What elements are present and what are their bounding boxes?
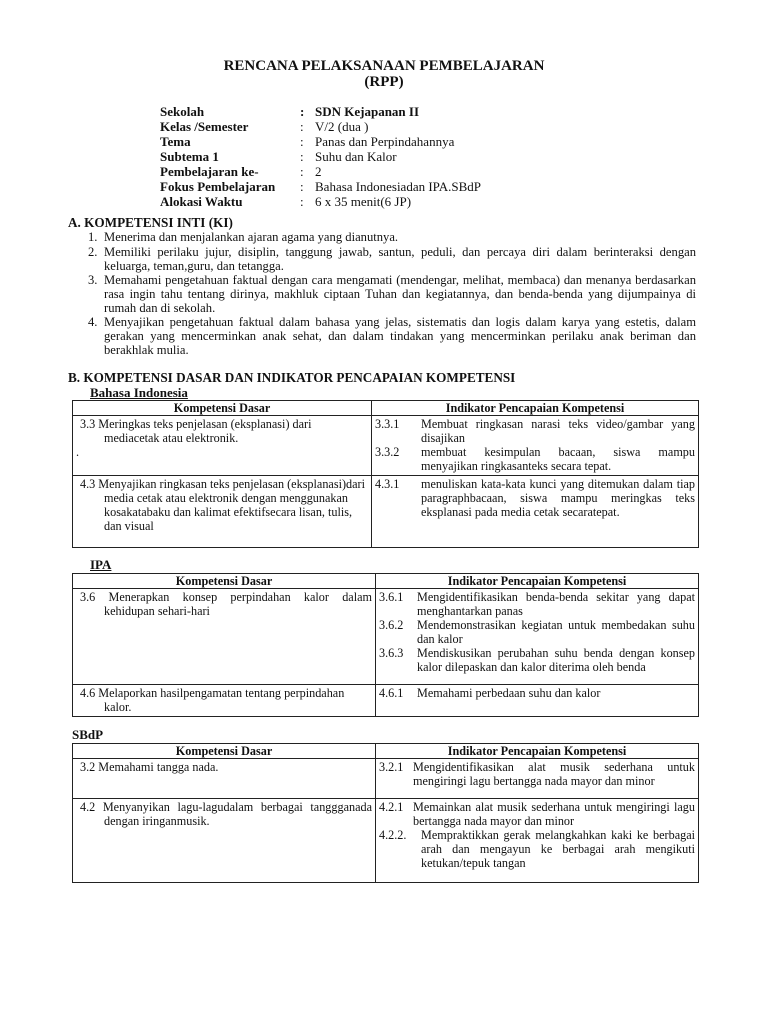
indicator-cell xyxy=(376,589,699,685)
identity-value: Suhu dan Kalor xyxy=(315,149,397,164)
indicator-entry xyxy=(375,417,695,445)
indicator-cell xyxy=(376,685,699,717)
column-header-kd: Kompetensi Dasar xyxy=(73,574,376,589)
table-row xyxy=(73,416,699,476)
indicator-code: 4.6.1 xyxy=(379,686,404,700)
column-header-indikator: Indikator Pencapaian Kompetensi xyxy=(376,744,699,759)
ki-text: Menyajikan pengetahuan faktual dalam bahasa yang jelas, sistematis dan logis dalam karya yang estetis, dalam gerakan yang mencerminkan anak sehat, dan dalam tindakan yang mencerminkan perilaku anak beriman dan berakhlak mulia. xyxy=(104,315,696,357)
indicator-code: 3.3.1 xyxy=(375,417,400,431)
document-subtitle: (RPP) xyxy=(364,74,404,90)
identity-colon: : xyxy=(300,134,304,149)
subject-bahasa-indonesia: Bahasa Indonesia xyxy=(90,385,188,400)
column-header-indikator: Indikator Pencapaian Kompetensi xyxy=(372,401,699,416)
section-b-heading: B. KOMPETENSI DASAR DAN INDIKATOR PENCAPAIAN KOMPETENSI xyxy=(68,370,516,385)
indicator-cell xyxy=(372,476,699,548)
kd-text: 4.3 Menyajikan ringkasan teks penjelasan (eksplanasi)dari media cetak atau elektronik dengan menggunakan kosakatabaku dan kalimat efektifsecara lisan, tulis, dan visual xyxy=(80,477,365,533)
kd-cell xyxy=(73,416,372,476)
identity-value: Panas dan Perpindahannya xyxy=(315,134,455,149)
indicator-cell xyxy=(376,799,699,883)
identity-value: 6 x 35 menit(6 JP) xyxy=(315,194,412,209)
kd-text: 3.2 Memahami tangga nada. xyxy=(80,760,219,774)
indicator-code: 4.2.1 xyxy=(379,800,404,814)
ki-item xyxy=(88,273,696,315)
ki-text: Menerima dan menjalankan ajaran agama yang dianutnya. xyxy=(104,230,399,244)
indicator-entry xyxy=(379,686,695,700)
indicator-text: Mengidentifikasikan benda-benda sekitar yang dapat menghantarkan panas xyxy=(417,590,695,618)
identity-label: Kelas /Semester xyxy=(160,119,249,134)
indicator-code: 3.2.1 xyxy=(379,760,404,774)
kd-text: 3.6 Menerapkan konsep perpindahan kalor dalam kehidupan sehari-hari xyxy=(80,590,372,618)
indicator-text: Mendiskusikan perubahan suhu benda dengan konsep kalor dilepaskan dan kalor diterima oleh benda xyxy=(417,646,695,674)
subject-sbdp: SBdP xyxy=(72,727,104,742)
table-bahasa-indonesia xyxy=(72,400,699,548)
kd-extra: . xyxy=(76,445,80,459)
identity-colon: : xyxy=(300,194,304,209)
kd-text: 4.2 Menyanyikan lagu-lagudalam berbagai tanggganada dengan iringanmusik. xyxy=(80,800,372,828)
indicator-entry xyxy=(379,800,695,828)
ki-item xyxy=(88,245,696,273)
table-ipa xyxy=(72,573,699,717)
indicator-code: 3.6.2 xyxy=(379,618,404,632)
kd-cell xyxy=(73,476,372,548)
identity-value: Bahasa Indonesiadan IPA.SBdP xyxy=(315,179,481,194)
indicator-cell xyxy=(372,416,699,476)
table-header-row xyxy=(73,744,699,759)
indicator-text: menuliskan kata-kata kunci yang ditemukan dalam tiap paragraphbacaan, siswa mampu meringkas teks eksplanasi pada media cetak secaratepat. xyxy=(421,477,695,519)
indicator-text: Mendemonstrasikan kegiatan untuk membedakan suhu dan kalor xyxy=(417,618,695,646)
indicator-code: 3.6.3 xyxy=(379,646,404,660)
indicator-entry xyxy=(375,445,695,473)
table-sbdp xyxy=(72,743,699,883)
table-header-row xyxy=(73,401,699,416)
identity-label: Pembelajaran ke- xyxy=(160,164,259,179)
ki-text: Memahami pengetahuan faktual dengan cara mengamati (mendengar, melihat, membaca) dan menanya berdasarkan rasa ingin tahu tentang dirinya, makhluk ciptaan Tuhan dan kegiatannya, dan benda-benda yang dijumpainya di rumah dan di sekolah. xyxy=(104,273,696,315)
indicator-text: Membuat ringkasan narasi teks video/gambar yang disajikan xyxy=(421,417,695,445)
ki-number: 3. xyxy=(88,273,98,287)
indicator-cell xyxy=(376,759,699,799)
identity-colon: : xyxy=(300,164,304,179)
indicator-text: Memahami perbedaan suhu dan kalor xyxy=(417,686,601,700)
indicator-text: membuat kesimpulan bacaan, siswa mampu menyajikan ringkasanteks secara tepat. xyxy=(421,445,695,473)
indicator-entry xyxy=(375,477,695,519)
ki-number: 2. xyxy=(88,245,98,259)
identity-value: 2 xyxy=(315,164,322,179)
section-a-heading: A. KOMPETENSI INTI (KI) xyxy=(68,215,233,230)
indicator-entry xyxy=(379,590,695,618)
indicator-code: 3.3.2 xyxy=(375,445,400,459)
ki-item xyxy=(88,230,696,244)
identity-label: Subtema 1 xyxy=(160,149,219,164)
identity-colon: : xyxy=(300,179,304,194)
identity-label: Fokus Pembelajaran xyxy=(160,179,276,194)
identity-colon: : xyxy=(300,104,305,119)
kd-cell xyxy=(73,589,376,685)
table-row xyxy=(73,476,699,548)
kd-text: 4.6 Melaporkan hasilpengamatan tentang perpindahan kalor. xyxy=(80,686,345,714)
indicator-entry xyxy=(379,646,695,674)
table-header-row xyxy=(73,574,699,589)
column-header-kd: Kompetensi Dasar xyxy=(73,744,376,759)
identity-colon: : xyxy=(300,119,304,134)
indicator-text: Mengidentifikasikan alat musik sederhana untuk mengiringi lagu bertangga nada mayor dan minor xyxy=(413,760,695,788)
identity-label: Sekolah xyxy=(160,104,205,119)
ki-text: Memiliki perilaku jujur, disiplin, tanggung jawab, santun, peduli, dan percaya diri dalam berinteraksi dengan keluarga, teman,guru, dan tetangga. xyxy=(104,245,696,273)
column-header-indikator: Indikator Pencapaian Kompetensi xyxy=(376,574,699,589)
identity-colon: : xyxy=(300,149,304,164)
indicator-text: Memainkan alat musik sederhana untuk mengiringi lagu bertangga nada mayor dan minor xyxy=(413,800,695,828)
indicator-text: Mempraktikkan gerak melangkahkan kaki ke berbagai arah dan mengayun ke berbagai arah mengikuti ketukan/tepuk tangan xyxy=(421,828,695,870)
column-header-kd: Kompetensi Dasar xyxy=(73,401,372,416)
identity-label: Alokasi Waktu xyxy=(160,194,243,209)
kd-cell xyxy=(73,799,376,883)
kd-cell xyxy=(73,759,376,799)
kd-text: 3.3 Meringkas teks penjelasan (eksplanasi) dari mediacetak atau elektronik. xyxy=(80,417,312,445)
ki-number: 4. xyxy=(88,315,98,329)
table-row xyxy=(73,589,699,685)
identity-label: Tema xyxy=(160,134,191,149)
ki-item xyxy=(88,315,696,357)
indicator-code: 4.2.2. xyxy=(379,828,407,842)
table-row xyxy=(73,685,699,717)
indicator-entry xyxy=(379,760,695,788)
identity-value: SDN Kejapanan II xyxy=(315,104,420,119)
indicator-entry xyxy=(379,828,695,870)
indicator-code: 4.3.1 xyxy=(375,477,400,491)
document-title: RENCANA PELAKSANAAN PEMBELAJARAN xyxy=(223,58,545,74)
subject-ipa: IPA xyxy=(90,557,112,572)
table-row xyxy=(73,759,699,799)
kd-cell xyxy=(73,685,376,717)
identity-value: V/2 (dua ) xyxy=(315,119,369,134)
indicator-code: 3.6.1 xyxy=(379,590,404,604)
ki-number: 1. xyxy=(88,230,98,244)
table-row xyxy=(73,799,699,883)
indicator-entry xyxy=(379,618,695,646)
